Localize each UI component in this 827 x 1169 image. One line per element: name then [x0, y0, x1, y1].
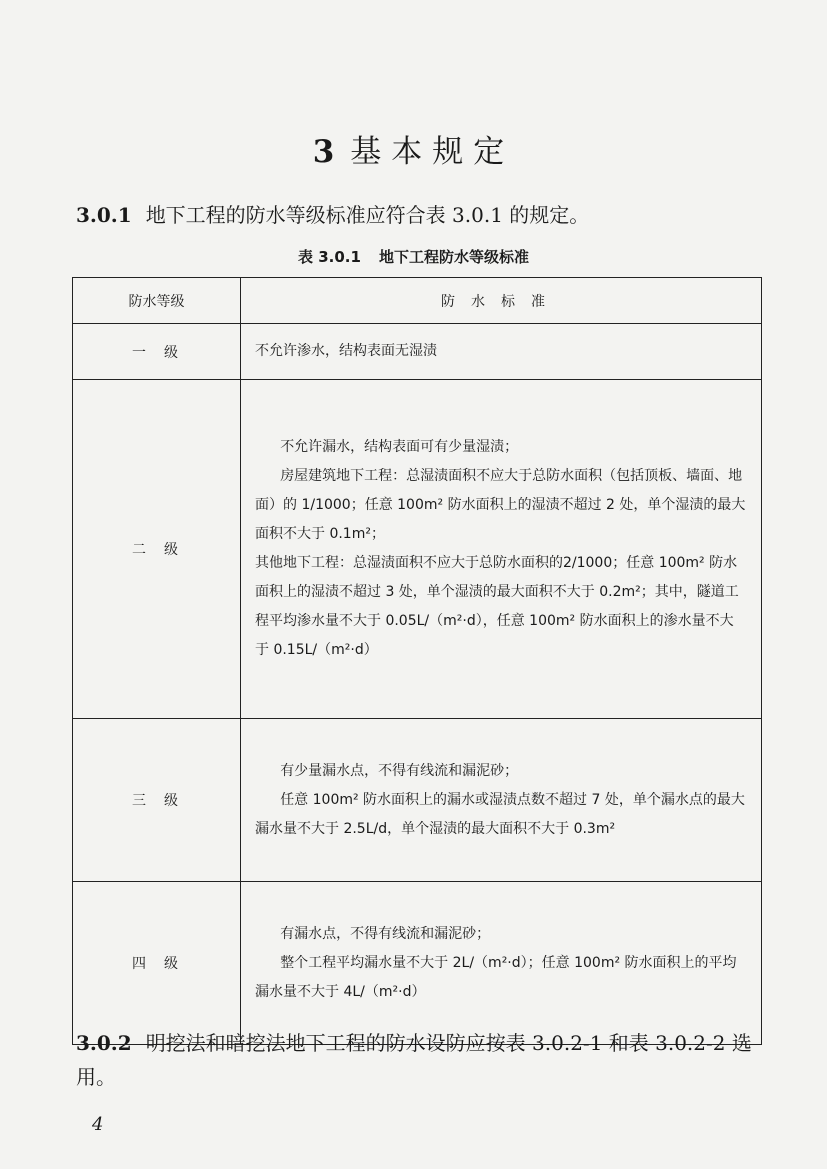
chapter-name: 基本规定 — [350, 133, 515, 170]
header-grade: 防水等级 — [73, 278, 241, 324]
standard-line: 任意 100m² 防水面积上的漏水或湿渍点数不超过 7 处，单个漏水点的最大漏水量不大于 2.5L/d，单个湿渍的最大面积不大于 0.3m² — [255, 791, 745, 837]
clause-3-0-1 — [76, 198, 766, 232]
clause-3-0-2 — [76, 1026, 766, 1094]
table-row — [73, 324, 762, 380]
clause-number: 3.0.2 — [76, 1031, 132, 1055]
grade-cell: 二级 — [73, 380, 241, 719]
standard-cell — [241, 380, 762, 719]
standard-line: 有少量漏水点，不得有线流和漏泥砂； — [280, 762, 519, 779]
standard-line: 整个工程平均漏水量不大于 2L/（m²·d）；任意 100m² 防水面积上的平均漏水量不大于 4L/（m²·d） — [255, 954, 737, 1000]
grade-cell: 三级 — [73, 719, 241, 882]
clause-text: 明挖法和暗挖法地下工程的防水设防应按表 3.0.2-1 和表 3.0.2-2 选用。 — [76, 1031, 752, 1089]
standard-line: 不允许漏水，结构表面可有少量湿渍； — [280, 439, 519, 455]
table-header-row — [73, 278, 762, 324]
chapter-title — [0, 126, 827, 171]
standard-line: 不允许渗水，结构表面无湿渍 — [255, 343, 437, 359]
standard-cell — [241, 882, 762, 1045]
waterproof-grade-table — [72, 277, 762, 1045]
clause-text: 地下工程的防水等级标准应符合表 3.0.1 的规定。 — [145, 203, 590, 227]
grade-cell: 四级 — [73, 882, 241, 1045]
table-row — [73, 380, 762, 719]
standard-line: 有漏水点，不得有线流和漏泥砂； — [280, 925, 491, 942]
standard-line: 房屋建筑地下工程：总湿渍面积不应大于总防水面积（包括顶板、墙面、地面）的 1/1000；任意 100m² 防水面积上的湿渍不超过 2 处，单个湿渍的最大面积不大于 0.1m²； — [255, 468, 746, 542]
chapter-number: 3 — [312, 133, 335, 170]
standard-cell — [241, 719, 762, 882]
page-number: 4 — [92, 1114, 104, 1135]
standard-line: 其他地下工程：总湿渍面积不应大于总防水面积的2/1000；任意 100m² 防水面积上的湿渍不超过 3 处，单个湿渍的最大面积不大于 0.2m²；其中，隧道工程平均渗水量不大于 0.05L/（m²·d），任意 100m² 防水面积上的渗水量不大于 0.15L/（m²·d） — [255, 555, 739, 658]
table-caption-number: 表 3.0.1 — [298, 248, 361, 266]
standard-cell — [241, 324, 762, 380]
header-standard: 防水标准 — [241, 278, 762, 324]
clause-number: 3.0.1 — [76, 203, 132, 227]
table-caption-title: 地下工程防水等级标准 — [378, 248, 529, 266]
table-caption — [0, 246, 827, 267]
grade-cell: 一级 — [73, 324, 241, 380]
table-row — [73, 882, 762, 1045]
table-row — [73, 719, 762, 882]
